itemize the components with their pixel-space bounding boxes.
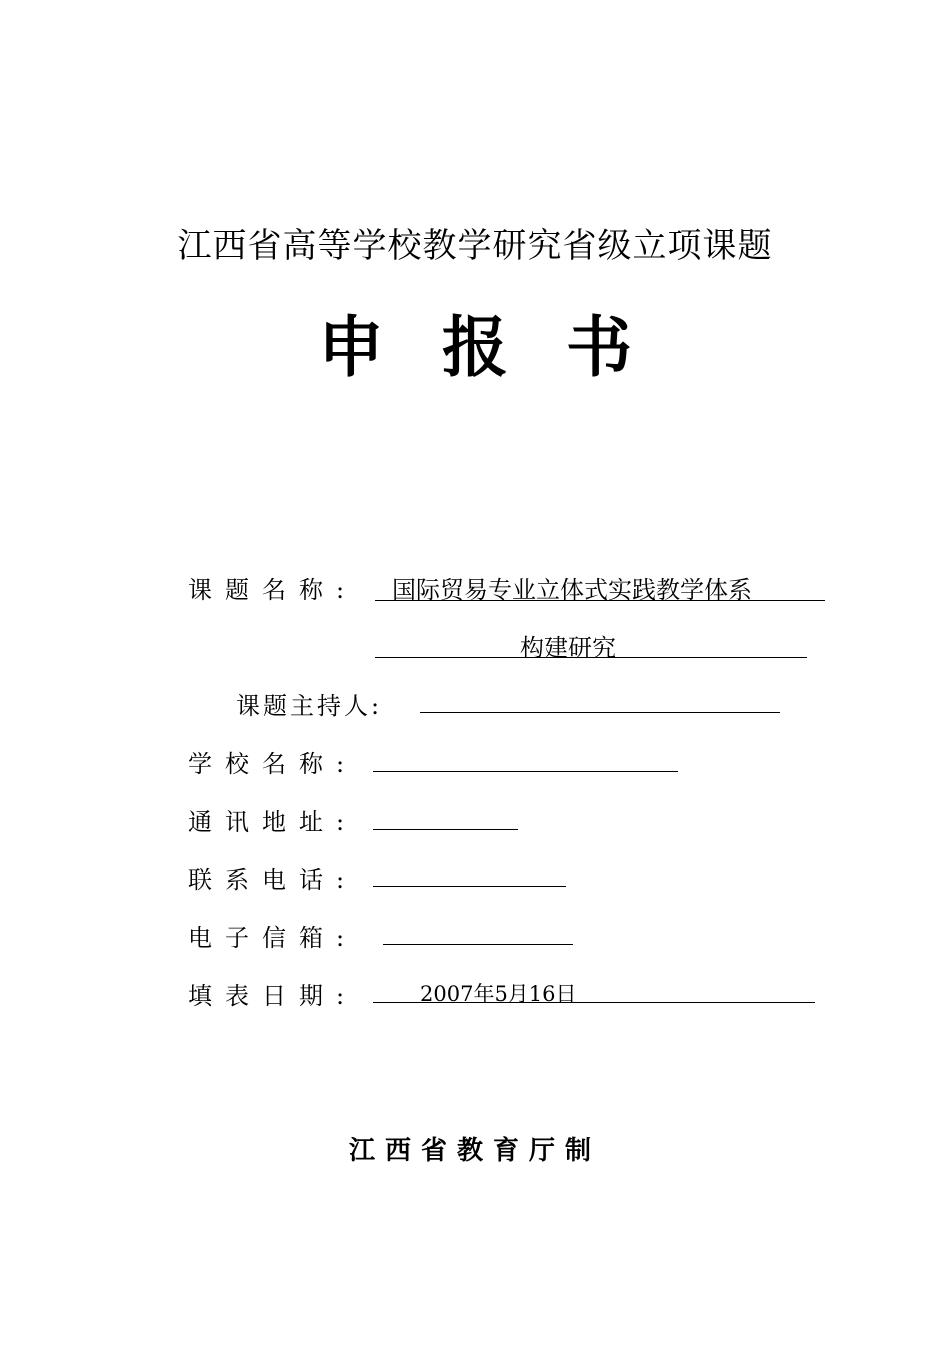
project-name-line1: 国际贸易专业立体式实践教学体系 (392, 576, 752, 604)
date-label: 填表日期: (188, 982, 358, 1010)
project-name-underline-2 (375, 657, 807, 658)
school-underline (373, 771, 678, 772)
phone-underline (373, 886, 566, 887)
date-value: 2007年5月16日 (420, 982, 577, 1006)
email-underline (383, 944, 573, 945)
email-label: 电子信箱: (188, 924, 358, 952)
host-label: 课题主持人: (236, 692, 383, 720)
date-underline (373, 1002, 815, 1003)
document-title: 江西省高等学校教学研究省级立项课题 (177, 226, 773, 266)
document-subtitle: 申报书 (318, 309, 690, 386)
address-label: 通讯地址: (188, 808, 358, 836)
project-name-underline-1 (375, 600, 825, 601)
school-label: 学校名称: (188, 750, 358, 778)
project-name-label: 课题名称: (188, 576, 358, 604)
address-underline (373, 829, 518, 830)
phone-label: 联系电话: (188, 866, 358, 894)
host-underline (420, 712, 780, 713)
project-name-line2: 构建研究 (520, 634, 616, 662)
issuer-footer: 江西省教育厅制 (348, 1136, 601, 1166)
